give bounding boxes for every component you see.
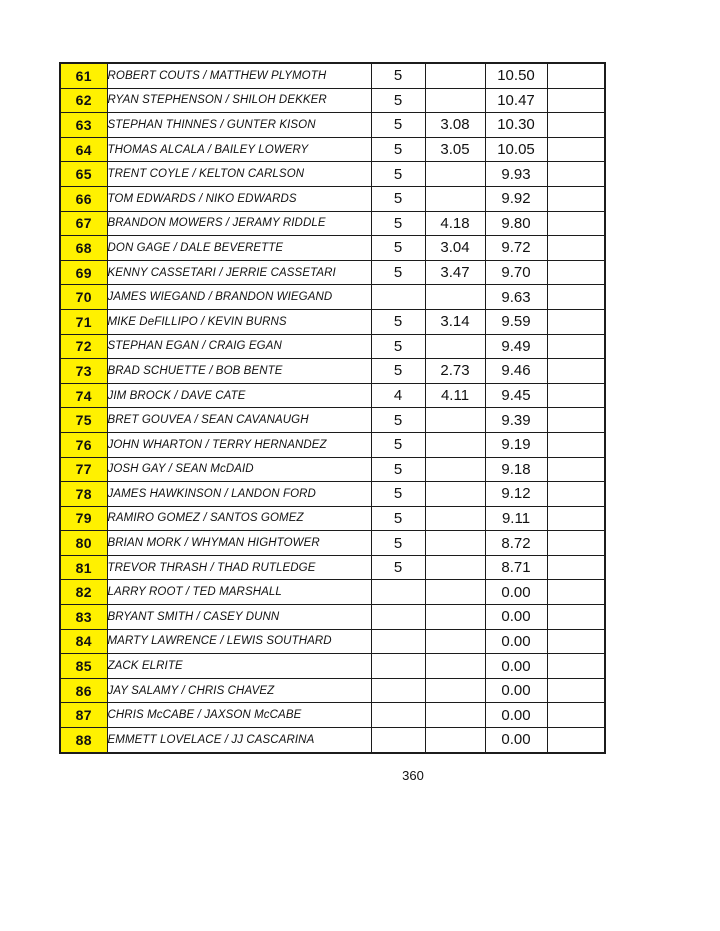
col4-cell bbox=[425, 506, 485, 531]
col4-cell bbox=[425, 580, 485, 605]
col4-cell: 3.04 bbox=[425, 236, 485, 261]
rank-cell: 78 bbox=[60, 482, 107, 507]
table-row bbox=[60, 260, 605, 285]
team-cell: RYAN STEPHENSON / SHILOH DEKKER bbox=[107, 88, 371, 113]
col5-cell: 9.12 bbox=[485, 482, 547, 507]
col6-cell bbox=[547, 334, 605, 359]
team-cell: TOM EDWARDS / NIKO EDWARDS bbox=[107, 186, 371, 211]
table-row bbox=[60, 555, 605, 580]
col4-cell: 4.18 bbox=[425, 211, 485, 236]
col4-cell bbox=[425, 728, 485, 753]
rank-cell: 67 bbox=[60, 211, 107, 236]
rank-cell: 86 bbox=[60, 678, 107, 703]
table-row bbox=[60, 359, 605, 384]
col6-cell bbox=[547, 506, 605, 531]
team-cell: JAMES HAWKINSON / LANDON FORD bbox=[107, 482, 371, 507]
col5-cell: 9.11 bbox=[485, 506, 547, 531]
col3-cell bbox=[371, 678, 425, 703]
col6-cell bbox=[547, 88, 605, 113]
team-cell: THOMAS ALCALA / BAILEY LOWERY bbox=[107, 137, 371, 162]
table-row bbox=[60, 334, 605, 359]
col6-cell bbox=[547, 432, 605, 457]
col6-cell bbox=[547, 309, 605, 334]
col3-cell: 5 bbox=[371, 408, 425, 433]
rank-cell: 87 bbox=[60, 703, 107, 728]
col4-cell bbox=[425, 482, 485, 507]
table-row bbox=[60, 113, 605, 138]
col6-cell bbox=[547, 555, 605, 580]
col3-cell bbox=[371, 654, 425, 679]
table-row bbox=[60, 654, 605, 679]
col3-cell: 5 bbox=[371, 260, 425, 285]
col6-cell bbox=[547, 211, 605, 236]
rank-cell: 63 bbox=[60, 113, 107, 138]
col5-cell: 10.47 bbox=[485, 88, 547, 113]
table-row bbox=[60, 506, 605, 531]
team-cell: TREVOR THRASH / THAD RUTLEDGE bbox=[107, 555, 371, 580]
table-row bbox=[60, 408, 605, 433]
col5-cell: 9.72 bbox=[485, 236, 547, 261]
col5-cell: 0.00 bbox=[485, 629, 547, 654]
rank-cell: 74 bbox=[60, 383, 107, 408]
col3-cell bbox=[371, 728, 425, 753]
col4-cell: 3.08 bbox=[425, 113, 485, 138]
col5-cell: 0.00 bbox=[485, 728, 547, 753]
col5-cell: 9.70 bbox=[485, 260, 547, 285]
col4-cell bbox=[425, 186, 485, 211]
rank-cell: 88 bbox=[60, 728, 107, 753]
col6-cell bbox=[547, 285, 605, 310]
rank-cell: 80 bbox=[60, 531, 107, 556]
col6-cell bbox=[547, 63, 605, 88]
col6-cell bbox=[547, 629, 605, 654]
col5-cell: 9.49 bbox=[485, 334, 547, 359]
col3-cell: 5 bbox=[371, 531, 425, 556]
col6-cell bbox=[547, 605, 605, 630]
table-row bbox=[60, 531, 605, 556]
table-row bbox=[60, 383, 605, 408]
team-cell: BRYANT SMITH / CASEY DUNN bbox=[107, 605, 371, 630]
col5-cell: 0.00 bbox=[485, 605, 547, 630]
table-row bbox=[60, 211, 605, 236]
col3-cell: 5 bbox=[371, 457, 425, 482]
col3-cell: 5 bbox=[371, 236, 425, 261]
col5-cell: 9.19 bbox=[485, 432, 547, 457]
col3-cell: 5 bbox=[371, 88, 425, 113]
col5-cell: 9.59 bbox=[485, 309, 547, 334]
table-row bbox=[60, 309, 605, 334]
table-row bbox=[60, 728, 605, 753]
team-cell: TRENT COYLE / KELTON CARLSON bbox=[107, 162, 371, 187]
rank-cell: 65 bbox=[60, 162, 107, 187]
col3-cell bbox=[371, 703, 425, 728]
table-row bbox=[60, 703, 605, 728]
team-cell: JIM BROCK / DAVE CATE bbox=[107, 383, 371, 408]
col4-cell bbox=[425, 654, 485, 679]
col3-cell bbox=[371, 605, 425, 630]
col4-cell bbox=[425, 162, 485, 187]
table-row bbox=[60, 580, 605, 605]
team-cell: EMMETT LOVELACE / JJ CASCARINA bbox=[107, 728, 371, 753]
col5-cell: 0.00 bbox=[485, 654, 547, 679]
col4-cell bbox=[425, 555, 485, 580]
table-row bbox=[60, 236, 605, 261]
col5-cell: 9.45 bbox=[485, 383, 547, 408]
col3-cell bbox=[371, 285, 425, 310]
col3-cell: 5 bbox=[371, 186, 425, 211]
team-cell: BRAD SCHUETTE / BOB BENTE bbox=[107, 359, 371, 384]
col6-cell bbox=[547, 162, 605, 187]
col3-cell: 5 bbox=[371, 113, 425, 138]
team-cell: KENNY CASSETARI / JERRIE CASSETARI bbox=[107, 260, 371, 285]
table-row bbox=[60, 678, 605, 703]
team-cell: ROBERT COUTS / MATTHEW PLYMOTH bbox=[107, 63, 371, 88]
rank-cell: 68 bbox=[60, 236, 107, 261]
rank-cell: 70 bbox=[60, 285, 107, 310]
table-row bbox=[60, 285, 605, 310]
table-row bbox=[60, 137, 605, 162]
team-cell: JOSH GAY / SEAN McDAID bbox=[107, 457, 371, 482]
team-cell: JAMES WIEGAND / BRANDON WIEGAND bbox=[107, 285, 371, 310]
col4-cell bbox=[425, 408, 485, 433]
col4-cell bbox=[425, 531, 485, 556]
rank-cell: 72 bbox=[60, 334, 107, 359]
table-row bbox=[60, 63, 605, 88]
col3-cell: 4 bbox=[371, 383, 425, 408]
col6-cell bbox=[547, 260, 605, 285]
col3-cell: 5 bbox=[371, 162, 425, 187]
col3-cell: 5 bbox=[371, 334, 425, 359]
team-cell: JOHN WHARTON / TERRY HERNANDEZ bbox=[107, 432, 371, 457]
page-number: 360 bbox=[402, 768, 424, 783]
rank-cell: 66 bbox=[60, 186, 107, 211]
rank-cell: 71 bbox=[60, 309, 107, 334]
col4-cell bbox=[425, 703, 485, 728]
col3-cell bbox=[371, 580, 425, 605]
col5-cell: 0.00 bbox=[485, 703, 547, 728]
rank-cell: 83 bbox=[60, 605, 107, 630]
table-row bbox=[60, 162, 605, 187]
table-row bbox=[60, 186, 605, 211]
col6-cell bbox=[547, 531, 605, 556]
col3-cell: 5 bbox=[371, 211, 425, 236]
col6-cell bbox=[547, 186, 605, 211]
rank-cell: 64 bbox=[60, 137, 107, 162]
col6-cell bbox=[547, 728, 605, 753]
rank-cell: 85 bbox=[60, 654, 107, 679]
col5-cell: 9.92 bbox=[485, 186, 547, 211]
col4-cell: 3.05 bbox=[425, 137, 485, 162]
col6-cell bbox=[547, 236, 605, 261]
col3-cell: 5 bbox=[371, 137, 425, 162]
col5-cell: 9.93 bbox=[485, 162, 547, 187]
team-cell: MIKE DeFILLIPO / KEVIN BURNS bbox=[107, 309, 371, 334]
col4-cell bbox=[425, 605, 485, 630]
col6-cell bbox=[547, 137, 605, 162]
team-cell: LARRY ROOT / TED MARSHALL bbox=[107, 580, 371, 605]
team-cell: STEPHAN EGAN / CRAIG EGAN bbox=[107, 334, 371, 359]
col5-cell: 10.50 bbox=[485, 63, 547, 88]
col4-cell bbox=[425, 88, 485, 113]
col6-cell bbox=[547, 580, 605, 605]
col6-cell bbox=[547, 482, 605, 507]
col5-cell: 8.72 bbox=[485, 531, 547, 556]
col6-cell bbox=[547, 359, 605, 384]
col4-cell: 3.47 bbox=[425, 260, 485, 285]
col4-cell bbox=[425, 334, 485, 359]
col5-cell: 8.71 bbox=[485, 555, 547, 580]
team-cell: DON GAGE / DALE BEVERETTE bbox=[107, 236, 371, 261]
col5-cell: 9.39 bbox=[485, 408, 547, 433]
rank-cell: 82 bbox=[60, 580, 107, 605]
col3-cell: 5 bbox=[371, 555, 425, 580]
table-row bbox=[60, 629, 605, 654]
team-cell: CHRIS McCABE / JAXSON McCABE bbox=[107, 703, 371, 728]
col3-cell: 5 bbox=[371, 482, 425, 507]
rank-cell: 81 bbox=[60, 555, 107, 580]
team-cell: JAY SALAMY / CHRIS CHAVEZ bbox=[107, 678, 371, 703]
col5-cell: 0.00 bbox=[485, 678, 547, 703]
rank-cell: 73 bbox=[60, 359, 107, 384]
standings-table bbox=[59, 62, 606, 754]
table-row bbox=[60, 88, 605, 113]
col5-cell: 10.30 bbox=[485, 113, 547, 138]
col4-cell bbox=[425, 457, 485, 482]
rank-cell: 79 bbox=[60, 506, 107, 531]
col4-cell: 3.14 bbox=[425, 309, 485, 334]
col3-cell: 5 bbox=[371, 432, 425, 457]
rank-cell: 77 bbox=[60, 457, 107, 482]
col3-cell: 5 bbox=[371, 309, 425, 334]
col3-cell: 5 bbox=[371, 506, 425, 531]
col5-cell: 9.18 bbox=[485, 457, 547, 482]
col4-cell bbox=[425, 285, 485, 310]
team-cell: RAMIRO GOMEZ / SANTOS GOMEZ bbox=[107, 506, 371, 531]
rank-cell: 84 bbox=[60, 629, 107, 654]
col5-cell: 9.63 bbox=[485, 285, 547, 310]
col6-cell bbox=[547, 113, 605, 138]
team-cell: BRIAN MORK / WHYMAN HIGHTOWER bbox=[107, 531, 371, 556]
rank-cell: 69 bbox=[60, 260, 107, 285]
team-cell: MARTY LAWRENCE / LEWIS SOUTHARD bbox=[107, 629, 371, 654]
col6-cell bbox=[547, 383, 605, 408]
rank-cell: 61 bbox=[60, 63, 107, 88]
standings-table-body bbox=[60, 63, 605, 753]
col4-cell: 2.73 bbox=[425, 359, 485, 384]
col4-cell bbox=[425, 63, 485, 88]
col3-cell bbox=[371, 629, 425, 654]
team-cell: BRET GOUVEA / SEAN CAVANAUGH bbox=[107, 408, 371, 433]
col5-cell: 9.80 bbox=[485, 211, 547, 236]
rank-cell: 62 bbox=[60, 88, 107, 113]
table-row bbox=[60, 432, 605, 457]
col6-cell bbox=[547, 678, 605, 703]
table-row bbox=[60, 482, 605, 507]
team-cell: ZACK ELRITE bbox=[107, 654, 371, 679]
col6-cell bbox=[547, 654, 605, 679]
team-cell: BRANDON MOWERS / JERAMY RIDDLE bbox=[107, 211, 371, 236]
col4-cell bbox=[425, 629, 485, 654]
col4-cell bbox=[425, 678, 485, 703]
col5-cell: 0.00 bbox=[485, 580, 547, 605]
table-row bbox=[60, 457, 605, 482]
col5-cell: 10.05 bbox=[485, 137, 547, 162]
team-cell: STEPHAN THINNES / GUNTER KISON bbox=[107, 113, 371, 138]
col6-cell bbox=[547, 408, 605, 433]
col6-cell bbox=[547, 703, 605, 728]
col4-cell: 4.11 bbox=[425, 383, 485, 408]
rank-cell: 76 bbox=[60, 432, 107, 457]
col4-cell bbox=[425, 432, 485, 457]
rank-cell: 75 bbox=[60, 408, 107, 433]
col3-cell: 5 bbox=[371, 359, 425, 384]
table-row bbox=[60, 605, 605, 630]
col5-cell: 9.46 bbox=[485, 359, 547, 384]
col3-cell: 5 bbox=[371, 63, 425, 88]
col6-cell bbox=[547, 457, 605, 482]
